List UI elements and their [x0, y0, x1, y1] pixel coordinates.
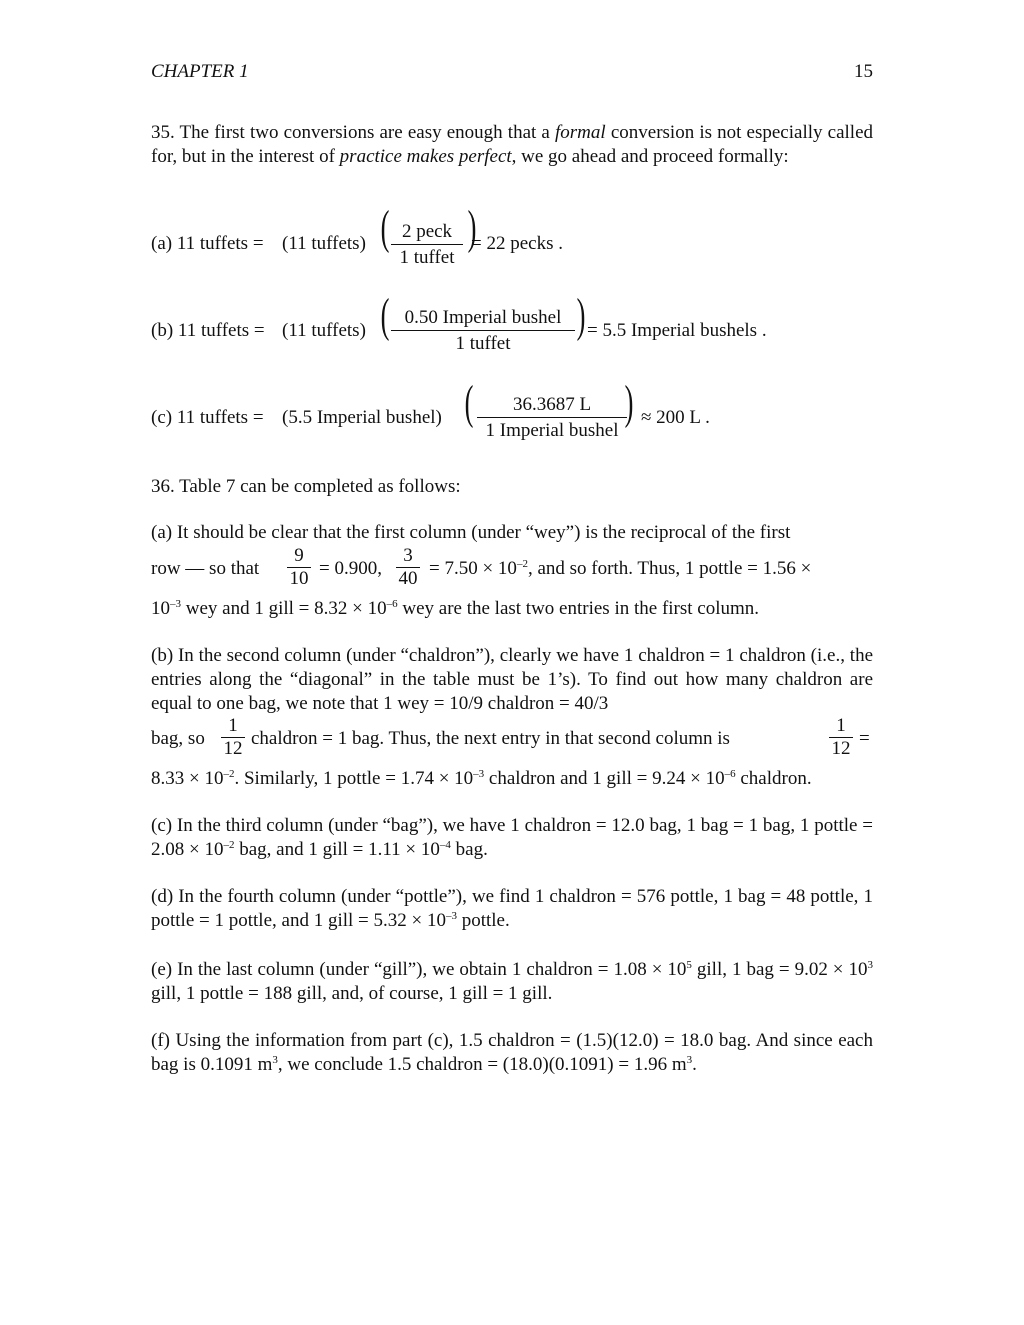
eq-c-lparen: (: [464, 376, 474, 429]
eq-b-num: 0.50 Imperial bushel: [391, 306, 575, 331]
eq-c-num: 36.3687 L: [477, 393, 627, 418]
pc-a: (c) In the third column (under “bag”), we have 1 chaldron = 12.0 bag, 1 bag = 1 bag, 1 pottle = 2.08 × 10: [151, 815, 873, 860]
pa-l3-c: wey are the last two entries in the first column.: [397, 598, 760, 619]
eq-b-lhs: (b) 11 tuffets =: [151, 320, 265, 341]
pb-f2-den: 12: [831, 738, 851, 759]
chapter-title: CHAPTER 1: [151, 61, 249, 82]
pc-exp1: –2: [223, 839, 235, 851]
eq-c-qty-text: 5.5 Imperial bushel: [288, 407, 436, 428]
pf-exp1: 3: [272, 1054, 278, 1066]
pa-l3-exp2: –6: [386, 598, 398, 610]
eq-b-rhs: = 5.5 Imperial bushels .: [587, 320, 767, 341]
problem-36-intro: 36. Table 7 can be completed as follows:: [151, 476, 461, 497]
pc-exp2: –4: [439, 839, 451, 851]
pd-exp1: –3: [445, 910, 457, 922]
p35-text-a: 35. The first two conversions are easy enough that a: [151, 122, 555, 143]
eq-c-qty: (5.5 Imperial bushel): [282, 407, 442, 428]
pf-text: [151, 1029, 873, 1077]
eq-b-lparen: (: [380, 289, 390, 342]
pc-b: bag, and 1 gill = 1.11 × 10: [234, 839, 440, 860]
pa-eq2-a: = 7.50 × 10: [429, 558, 517, 579]
pf-b: , we conclude 1.5 chaldron = (18.0)(0.1091) = 1.96 m: [277, 1054, 687, 1075]
p35-formal: formal: [555, 122, 606, 143]
eq-a-qty: (11 tuffets): [282, 233, 366, 254]
pf-a: (f) Using the information from part (c), 1.5 chaldron = (1.5)(12.0) = 18.0 bag. And since each bag is 0.1091 m: [151, 1030, 873, 1075]
pa-row-text: row — so that: [151, 558, 260, 579]
pb-f1-den: 12: [223, 738, 243, 759]
pa-line2: [151, 545, 873, 597]
pa-f1-num: 9: [287, 545, 311, 568]
pb-bag-text: bag, so: [151, 728, 205, 749]
eq-a-lhs: (a) 11 tuffets =: [151, 233, 264, 254]
pe-exp2: 3: [867, 959, 873, 971]
pb-l5-exp2: –3: [473, 768, 485, 780]
pe-b: gill, 1 bag = 9.02 × 10: [691, 959, 868, 980]
pe-c: gill, 1 pottle = 188 gill, and, of course, 1 gill = 1 gill.: [151, 983, 553, 1004]
pa-line1: (a) It should be clear that the first column (under “wey”) is the reciprocal of the first: [151, 522, 791, 543]
pf-exp2: 3: [686, 1054, 693, 1066]
pb-fraction-2: [829, 715, 853, 760]
pb-line5: [151, 767, 881, 791]
pe-exp1: 5: [686, 959, 692, 971]
equation-a: [151, 201, 873, 280]
eq-a-den: 1 tuffet: [399, 247, 455, 268]
eq-a-rparen: ): [467, 201, 477, 254]
eq-a-qty-text: 11 tuffets: [288, 233, 360, 254]
pb-l5-exp1: –2: [223, 768, 235, 780]
pb-eq: =: [859, 728, 870, 749]
eq-b-rparen: ): [576, 289, 586, 342]
eq-b-qty: (11 tuffets): [282, 320, 366, 341]
eq-b-qty-text: 11 tuffets: [288, 320, 360, 341]
pa-eq2: [429, 557, 811, 581]
problem-35-text: [151, 121, 873, 169]
p35-text-c: , we go ahead and proceed formally:: [511, 146, 789, 167]
pb-l5-d: chaldron.: [735, 768, 812, 789]
eq-b-fraction: [391, 306, 575, 357]
pb-l5-c: chaldron and 1 gill = 9.24 × 10: [484, 768, 725, 789]
pa-eq2-exp: –2: [516, 558, 528, 570]
pa-line3: [151, 597, 873, 621]
pd-a: (d) In the fourth column (under “pottle”), we find 1 chaldron = 576 pottle, 1 bag = 48 pottle, 1 pottle = 1 pottle, and 1 gill = 5.32 × 10: [151, 886, 873, 931]
pa-l3-exp1: –3: [170, 598, 181, 610]
equation-c: [151, 376, 873, 453]
pa-f2-den: 40: [398, 568, 418, 589]
pf-c: .: [692, 1054, 697, 1075]
pc-text: [151, 814, 873, 862]
pb-f1-num: 1: [221, 715, 245, 738]
p35-text-b: conversion is not especially called for, but in the interest of: [151, 122, 874, 167]
pd-b: pottle.: [456, 910, 510, 931]
pb-mid-text: chaldron = 1 bag. Thus, the next entry in that second column is: [251, 728, 730, 749]
pb-l5-exp3: –6: [724, 768, 736, 780]
pa-f2-num: 3: [396, 545, 420, 568]
pb-text: (b) In the second column (under “chaldron”), clearly we have 1 chaldron = 1 chaldron (i.e., the entries along the “diagonal” in the table must be 1’s). To find out how many chaldron are equal to one bag, we note that 1 wey = 10/9 chaldron = 40/3: [151, 645, 873, 714]
eq-c-lhs: (c) 11 tuffets =: [151, 407, 264, 428]
eq-c-rhs: ≈ 200 L .: [641, 407, 710, 428]
pa-l3-a: 10: [151, 598, 170, 619]
pd-text: [151, 885, 873, 933]
page-header: [151, 60, 873, 84]
equation-b: [151, 289, 873, 366]
pa-eq2-b: , and so forth. Thus, 1 pottle = 1.56 ×: [527, 558, 812, 579]
eq-a-num: 2 peck: [391, 220, 463, 245]
pb-l5-a: 8.33 × 10: [151, 768, 224, 789]
pc-c: bag.: [450, 839, 488, 860]
eq-b-den: 1 tuffet: [455, 333, 511, 354]
eq-a-lparen: (: [380, 201, 390, 254]
eq-c-den: 1 Imperial bushel: [485, 420, 619, 441]
pb-l5-b: . Similarly, 1 pottle = 1.74 × 10: [234, 768, 474, 789]
eq-a-fraction: [391, 220, 463, 271]
pa-f1-den: 10: [289, 568, 309, 589]
pb-fraction-1: [221, 715, 245, 760]
eq-c-fraction: [477, 393, 627, 444]
pb-fraction-line: [151, 715, 873, 767]
pe-text: [151, 958, 873, 1006]
pa-fraction-9-10: [287, 545, 311, 590]
p35-practice: practice makes perfect: [339, 146, 512, 167]
pe-a: (e) In the last column (under “gill”), we obtain 1 chaldron = 1.08 × 10: [151, 959, 687, 980]
pa-l3-b: wey and 1 gill = 8.32 × 10: [181, 598, 387, 619]
page-number: 15: [854, 61, 873, 82]
eq-a-rhs: = 22 pecks .: [471, 233, 563, 254]
pb-f2-num: 1: [829, 715, 853, 738]
pa-fraction-3-40: [396, 545, 420, 590]
pa-eq1: = 0.900,: [319, 558, 382, 579]
eq-c-rparen: ): [624, 376, 634, 429]
